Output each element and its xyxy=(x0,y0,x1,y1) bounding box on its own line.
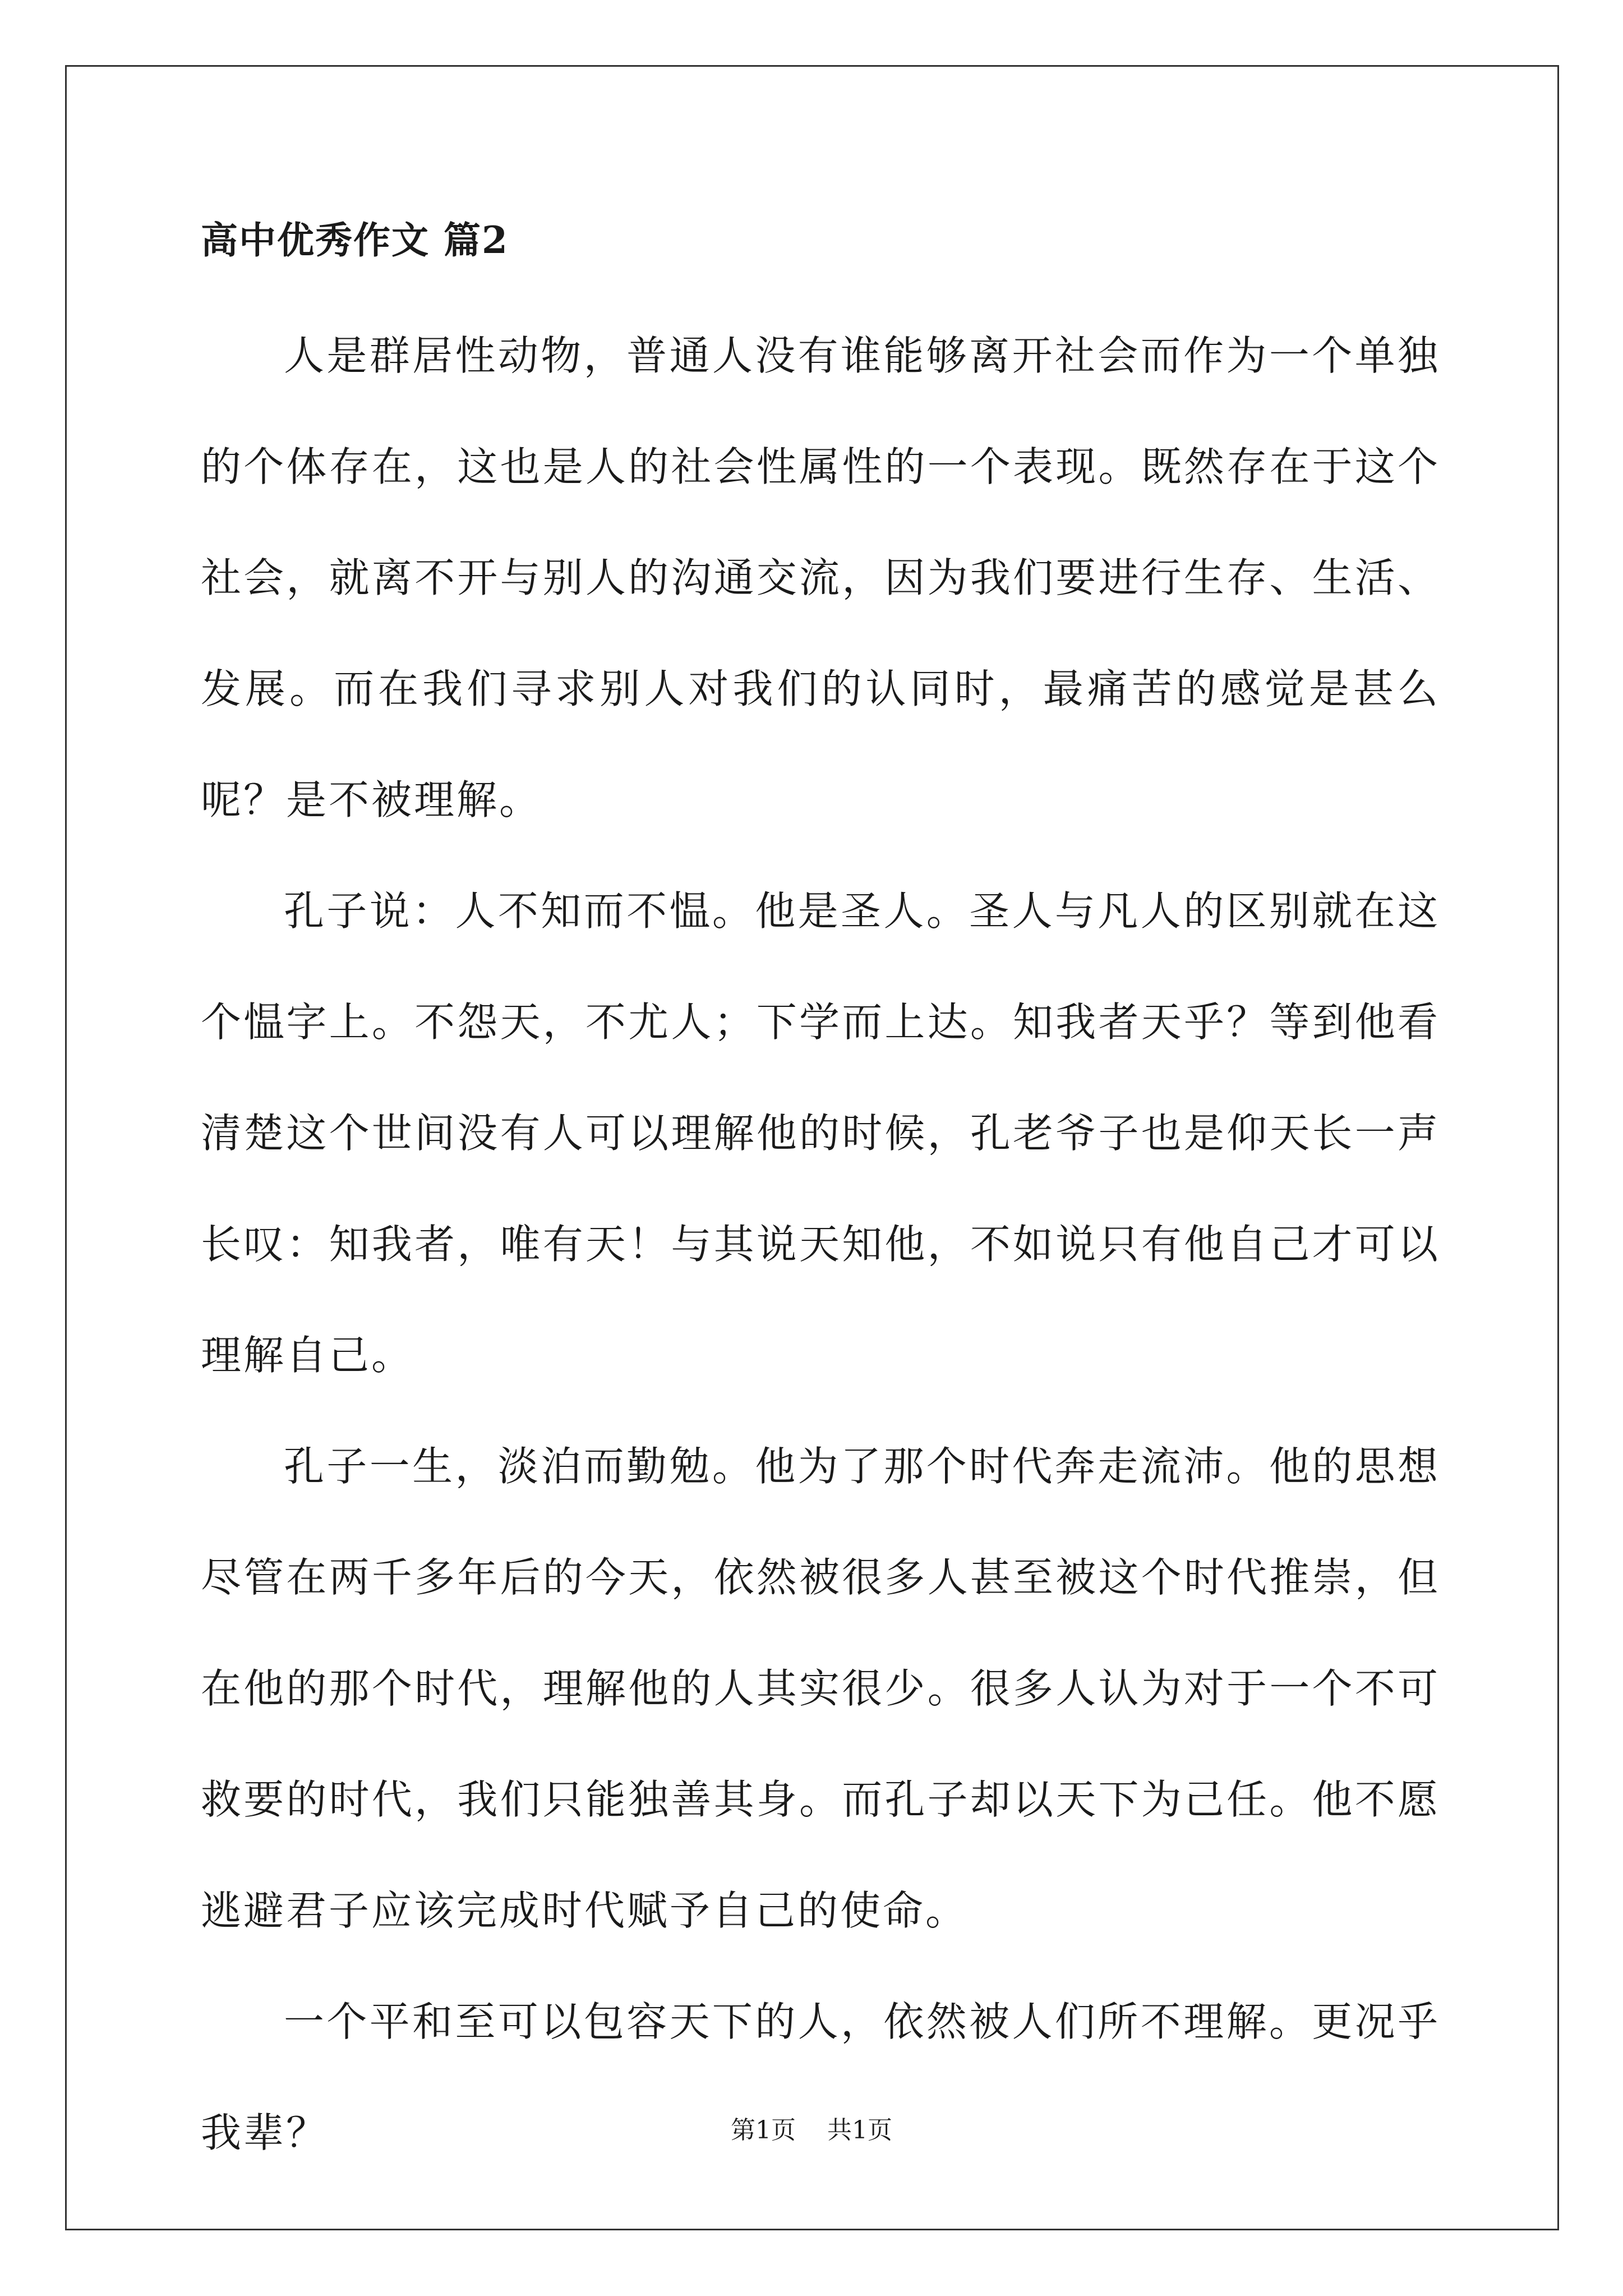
page-number: 第1页 xyxy=(731,2116,796,2145)
document-title: 高中优秀作文 篇2 xyxy=(201,218,509,262)
page-total: 共1页 xyxy=(827,2116,892,2145)
paragraph-1: 人是群居性动物，普通人没有谁能够离开社会而作为一个单独的个体存在，这也是人的社会性属性的一个表现。既然存在于这个社会，就离不开与别人的沟通交流，因为我们要进行生存、生活、发展。而在我们寻求别人对我们的认同时，最痛苦的感觉是甚么呢？是不被理解。 xyxy=(201,332,1440,823)
paragraph-3: 孔子一生，淡泊而勤勉。他为了那个时代奔走流沛。他的思想尽管在两千多年后的今天，依然被很多人甚至被这个时代推崇，但在他的那个时代，理解他的人其实很少。很多人认为对于一个不可救要的时代，我们只能独善其身。而孔子却以天下为己任。他不愿逃避君子应该完成时代赋予自己的使命。 xyxy=(201,1443,1440,1934)
paragraph-4: 一个平和至可以包容天下的人，依然被人们所不理解。更况乎我辈？ xyxy=(201,1998,1440,2156)
page-footer xyxy=(0,2114,1623,2147)
paragraph-2: 孔子说：人不知而不愠。他是圣人。圣人与凡人的区别就在这个愠字上。不怨天，不尤人；下学而上达。知我者天乎？等到他看清楚这个世间没有人可以理解他的时候，孔老爷子也是仰天长一声长叹：知我者，唯有天！与其说天知他，不如说只有他自己才可以理解自己。 xyxy=(201,887,1440,1379)
document-body xyxy=(201,218,1440,2188)
